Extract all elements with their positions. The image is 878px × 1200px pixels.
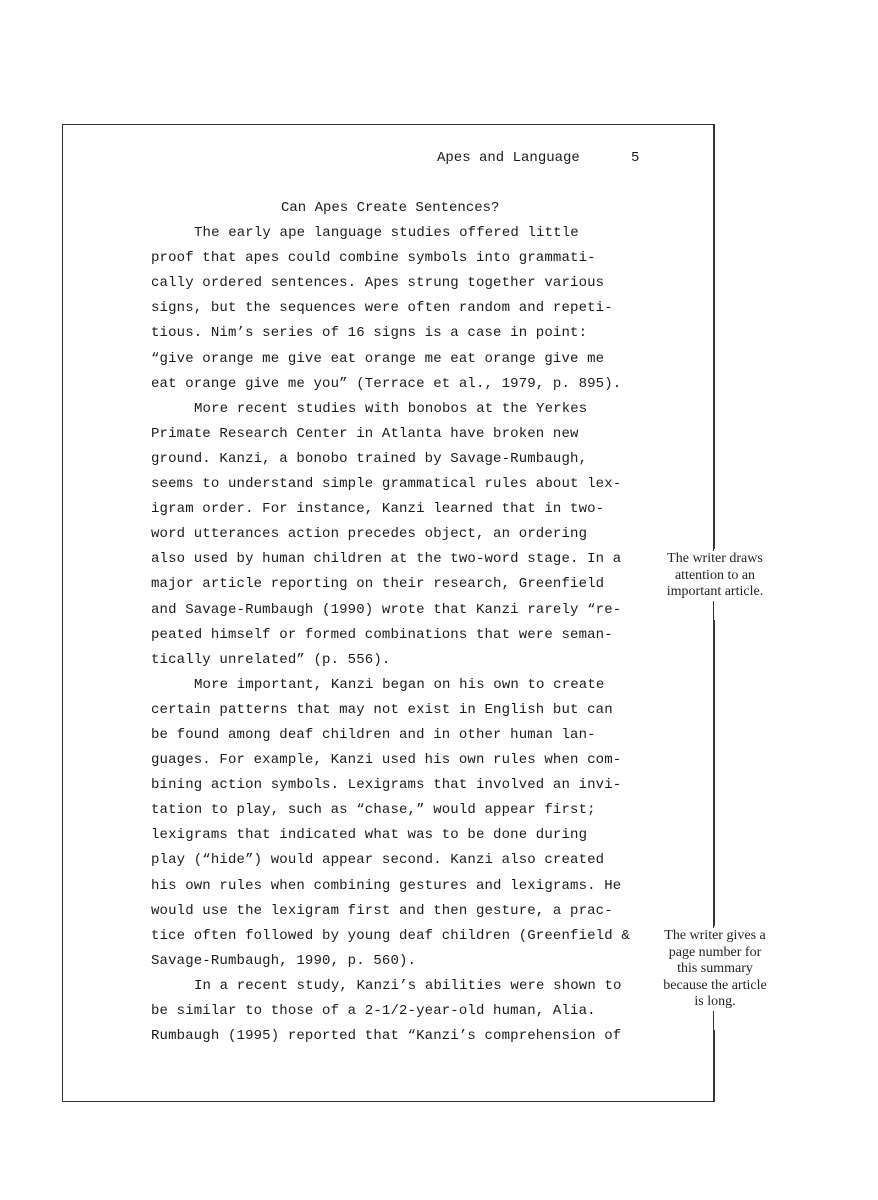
margin-annotation-page-number: The writer gives a page number for this summary because the article is long. [660,928,770,1011]
text-line: tious. Nim’s series of 16 signs is a case in point: [151,325,588,342]
text-line: play (“hide”) would appear second. Kanzi also created [151,852,605,869]
text-line: tice often followed by young deaf children (Greenfield & [151,927,630,944]
text-line: guages. For example, Kanzi used his own rules when com- [151,752,622,769]
text-line: would use the lexigram first and then gesture, a prac- [151,902,613,919]
section-title: Can Apes Create Sentences? [281,200,500,216]
text-line: More important, Kanzi began on his own to create [194,676,605,693]
margin-annotation-article: The writer draws attention to an important article. [660,551,770,601]
annotation-connector-line [714,124,715,549]
text-line: lexigrams that indicated what was to be done during [151,827,588,844]
text-line: and Savage-Rumbaugh (1990) wrote that Kanzi rarely “re- [151,601,622,618]
text-line: peated himself or formed combinations that were seman- [151,626,613,643]
body-text [151,196,651,1049]
text-line: be found among deaf children and in other human lan- [151,726,596,743]
text-line: eat orange give me you” (Terrace et al., 1979, p. 895). [151,375,622,392]
running-head: Apes and Language [437,150,580,166]
text-line: seems to understand simple grammatical rules about lex- [151,476,622,493]
text-line: Savage-Rumbaugh, 1990, p. 560). [151,952,417,969]
text-line: igram order. For instance, Kanzi learned that in two- [151,501,605,518]
text-line: signs, but the sequences were often random and repeti- [151,300,613,317]
paragraph-lines [151,221,651,1049]
text-line: word utterances action precedes object, an ordering [151,526,588,543]
text-line: be similar to those of a 2-1/2-year-old human, Alia. [151,1003,596,1019]
text-line: major article reporting on their research, Greenfield [151,576,605,593]
text-line: “give orange me give eat orange me eat orange give me [151,350,605,367]
text-line: More recent studies with bonobos at the Yerkes [194,400,588,417]
text-line: cally ordered sentences. Apes strung together various [151,275,605,292]
text-line: Rumbaugh (1995) reported that “Kanzi’s comprehension of [151,1028,622,1045]
text-line: his own rules when combining gestures and lexigrams. He [151,877,622,894]
annotation-connector-line [714,1030,715,1102]
text-line: proof that apes could combine symbols into grammati- [151,250,596,267]
annotation-connector-line [714,620,715,926]
text-line: The early ape language studies offered little [194,225,579,242]
text-line: bining action symbols. Lexigrams that involved an invi- [151,777,622,794]
text-line: also used by human children at the two-word stage. In a [151,551,622,568]
text-line: tation to play, such as “chase,” would appear first; [151,802,596,819]
text-line: In a recent study, Kanzi’s abilities were shown to [194,977,622,994]
text-line: tically unrelated” (p. 556). [151,651,391,668]
text-line: Primate Research Center in Atlanta have broken new [151,425,579,442]
text-line: certain patterns that may not exist in English but can [151,701,613,718]
text-line: ground. Kanzi, a bonobo trained by Savage-Rumbaugh, [151,450,588,467]
page-number: 5 [631,150,640,166]
